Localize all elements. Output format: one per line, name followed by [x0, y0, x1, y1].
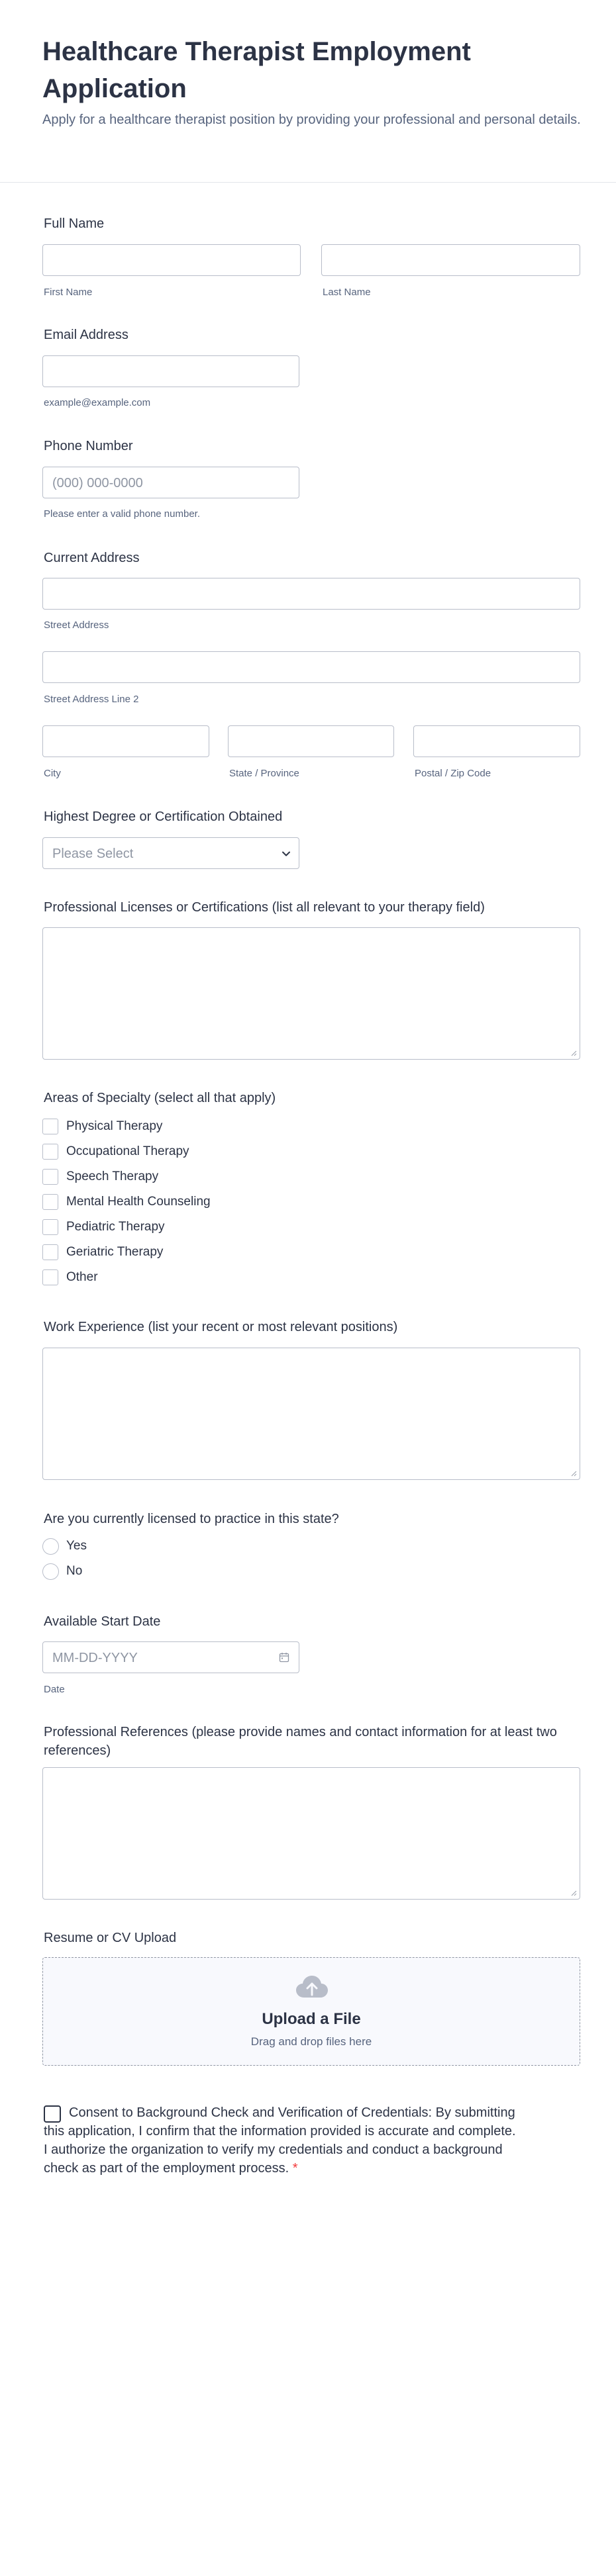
specialty-option-label: Occupational Therapy [66, 1144, 189, 1158]
references-label: Professional References (please provide names and contact information for at least two references) [44, 1725, 557, 1758]
experience-label: Work Experience (list your recent or most relevant positions) [44, 1320, 398, 1334]
degree-select[interactable] [42, 837, 299, 869]
licenses-label: Professional Licenses or Certifications (list all relevant to your therapy field) [44, 900, 485, 915]
licensed-option-yes-label: Yes [66, 1539, 87, 1553]
form-subtitle: Apply for a healthcare therapist position by providing your professional and personal details. [42, 113, 581, 127]
state-input[interactable] [228, 725, 394, 757]
specialty-label: Areas of Specialty (select all that apply) [44, 1091, 276, 1105]
consent-label [44, 2103, 521, 2178]
resize-grip-icon[interactable] [570, 1890, 577, 1896]
specialty-option-label: Pediatric Therapy [66, 1220, 165, 1234]
phone-label: Phone Number [44, 439, 133, 453]
street-address-line2-sublabel: Street Address Line 2 [44, 694, 139, 705]
upload-subtitle: Drag and drop files here [250, 2035, 372, 2048]
full-name-label: Full Name [44, 216, 105, 231]
first-name-sublabel: First Name [44, 287, 93, 298]
specialty-option-label: Mental Health Counseling [66, 1195, 211, 1209]
email-label: Email Address [44, 328, 128, 342]
phone-input[interactable] [42, 467, 299, 498]
consent-text: Consent to Background Check and Verification of Credentials: By submitting this application, I confirm that the information provided is accurate and complete. I authorize the organization to verify my credentials and conduct a background check as part of the employment process. [44, 2105, 516, 2176]
cloud-upload-icon [295, 1975, 329, 2000]
licensed-label: Are you currently licensed to practice in this state? [44, 1512, 339, 1526]
licensed-radio-yes[interactable] [42, 1538, 59, 1555]
phone-sublabel: Please enter a valid phone number. [44, 508, 200, 520]
chevron-down-icon [282, 849, 291, 858]
specialty-option-label: Speech Therapy [66, 1170, 159, 1183]
specialty-checkbox-physical[interactable] [42, 1119, 58, 1134]
last-name-sublabel: Last Name [323, 287, 371, 298]
specialty-option-label: Geriatric Therapy [66, 1245, 164, 1259]
city-input[interactable] [42, 725, 209, 757]
last-name-input[interactable] [321, 244, 580, 276]
upload-title: Upload a File [262, 2010, 361, 2028]
degree-label: Highest Degree or Certification Obtained [44, 809, 283, 824]
zip-sublabel: Postal / Zip Code [415, 768, 491, 779]
required-asterisk: * [292, 2161, 298, 2176]
start-date-input[interactable] [42, 1641, 299, 1673]
start-date-placeholder: MM-DD-YYYY [52, 1651, 138, 1665]
start-date-label: Available Start Date [44, 1614, 161, 1629]
phone-placeholder: (000) 000-0000 [52, 476, 143, 490]
specialty-checkbox-mental-health[interactable] [42, 1194, 58, 1210]
calendar-icon[interactable] [279, 1652, 289, 1663]
resize-grip-icon[interactable] [570, 1470, 577, 1477]
licenses-textarea[interactable] [42, 927, 580, 1060]
email-sublabel: example@example.com [44, 397, 151, 408]
city-sublabel: City [44, 768, 61, 779]
experience-textarea[interactable] [42, 1348, 580, 1480]
resize-grip-icon[interactable] [570, 1050, 577, 1056]
address-label: Current Address [44, 551, 140, 565]
street-address-line2-input[interactable] [42, 651, 580, 683]
state-sublabel: State / Province [229, 768, 299, 779]
first-name-input[interactable] [42, 244, 301, 276]
specialty-checkbox-geriatric[interactable] [42, 1244, 58, 1260]
street-address-sublabel: Street Address [44, 620, 109, 631]
zip-input[interactable] [413, 725, 580, 757]
resume-upload-dropzone[interactable] [42, 1957, 580, 2066]
form-header [0, 0, 616, 183]
email-input[interactable] [42, 355, 299, 387]
degree-selected-value: Please Select [52, 847, 134, 861]
specialty-option-label: Other [66, 1270, 98, 1284]
form-title: Healthcare Therapist Employment Application [42, 37, 471, 103]
licensed-option-no-label: No [66, 1564, 83, 1578]
street-address-input[interactable] [42, 578, 580, 610]
specialty-checkbox-speech[interactable] [42, 1169, 58, 1185]
resume-label: Resume or CV Upload [44, 1931, 177, 1945]
references-textarea[interactable] [42, 1767, 580, 1900]
licensed-radio-no[interactable] [42, 1563, 59, 1580]
specialty-checkbox-occupational[interactable] [42, 1144, 58, 1160]
start-date-sublabel: Date [44, 1684, 65, 1695]
specialty-checkbox-other[interactable] [42, 1269, 58, 1285]
specialty-checkbox-pediatric[interactable] [42, 1219, 58, 1235]
specialty-option-label: Physical Therapy [66, 1119, 163, 1133]
